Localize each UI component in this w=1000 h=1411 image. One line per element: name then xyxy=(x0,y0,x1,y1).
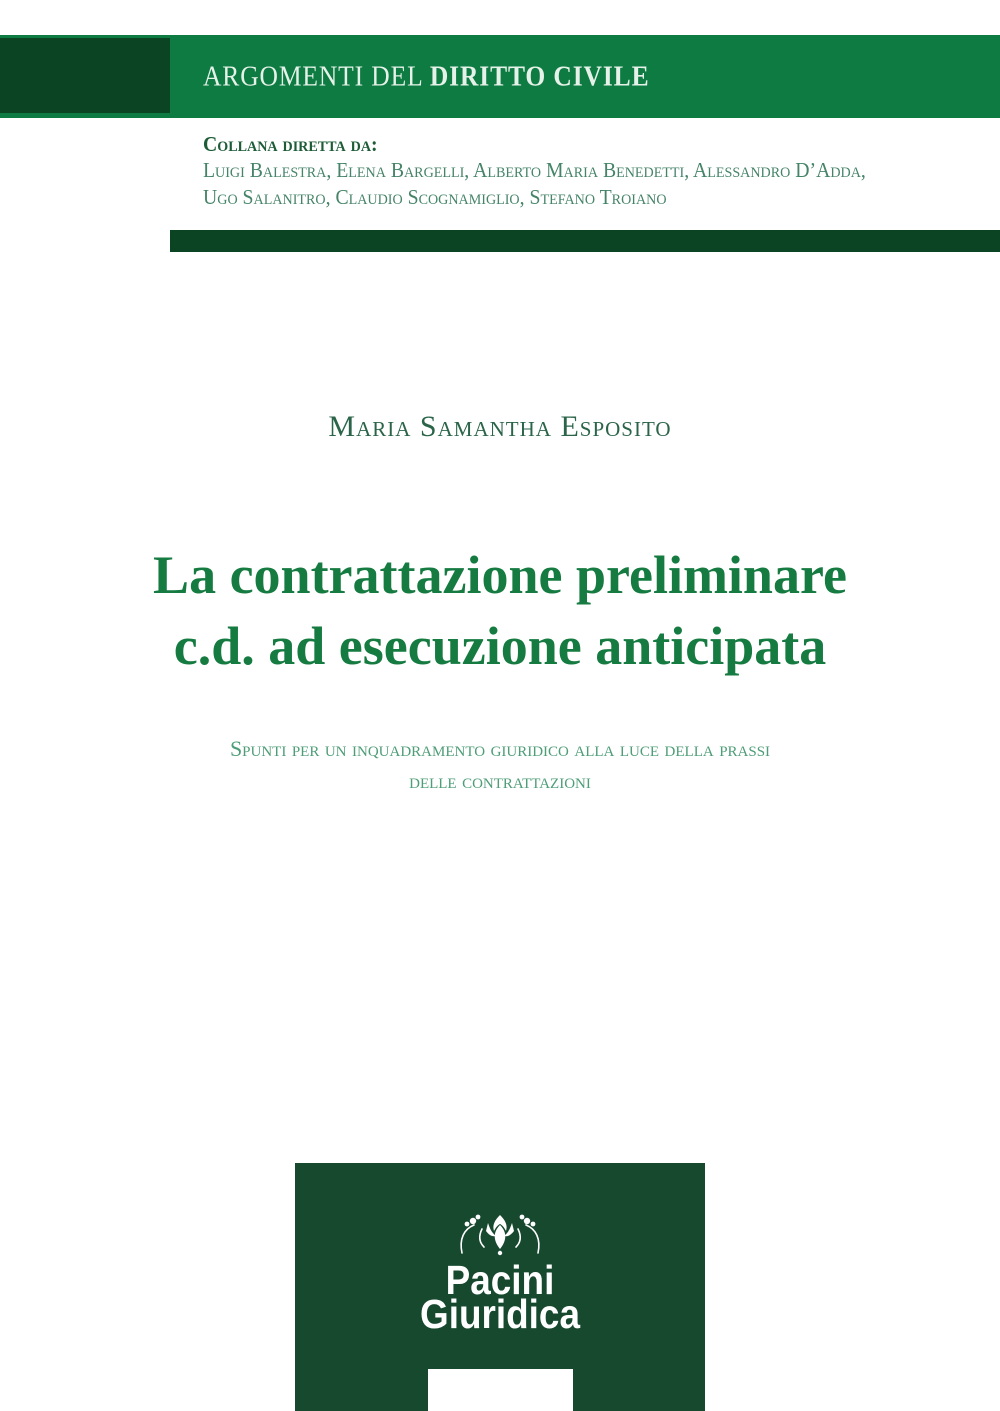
book-subtitle-line1: Spunti per un inquadramento giuridico alla luce della prassi xyxy=(229,736,771,761)
floral-ornament-icon xyxy=(454,1211,546,1261)
publisher-notch xyxy=(428,1369,573,1411)
series-title-regular: ARGOMENTI DEL xyxy=(203,60,430,92)
publisher-block xyxy=(295,1163,705,1411)
book-title-line2: c.d. ad esecuzione anticipata xyxy=(173,616,827,676)
series-banner xyxy=(0,35,1000,118)
book-title xyxy=(0,540,1000,682)
publisher-name xyxy=(316,1257,685,1337)
author-name: Maria Samantha Esposito xyxy=(328,410,672,443)
book-subtitle-line2: delle contrattazioni xyxy=(409,768,591,793)
collana-label: Collana diretta da: xyxy=(203,132,378,156)
series-divider-bar xyxy=(170,230,1000,252)
banner-dark-block xyxy=(0,38,170,113)
collana-block xyxy=(203,131,866,211)
book-title-line1: La contrattazione preliminare xyxy=(153,545,847,605)
book-subtitle xyxy=(0,733,1000,797)
publisher-name-line1: Pacini xyxy=(445,1257,555,1303)
publisher-name-line2: Giuridica xyxy=(420,1291,580,1337)
series-title-bold: DIRITTO CIVILE xyxy=(429,60,650,92)
collana-names-line1: Luigi Balestra, Elena Bargelli, Alberto Maria Benedetti, Alessandro D’Adda, xyxy=(203,158,866,182)
series-title xyxy=(203,60,649,93)
collana-names-line2: Ugo Salanitro, Claudio Scognamiglio, Stefano Troiano xyxy=(203,185,667,209)
